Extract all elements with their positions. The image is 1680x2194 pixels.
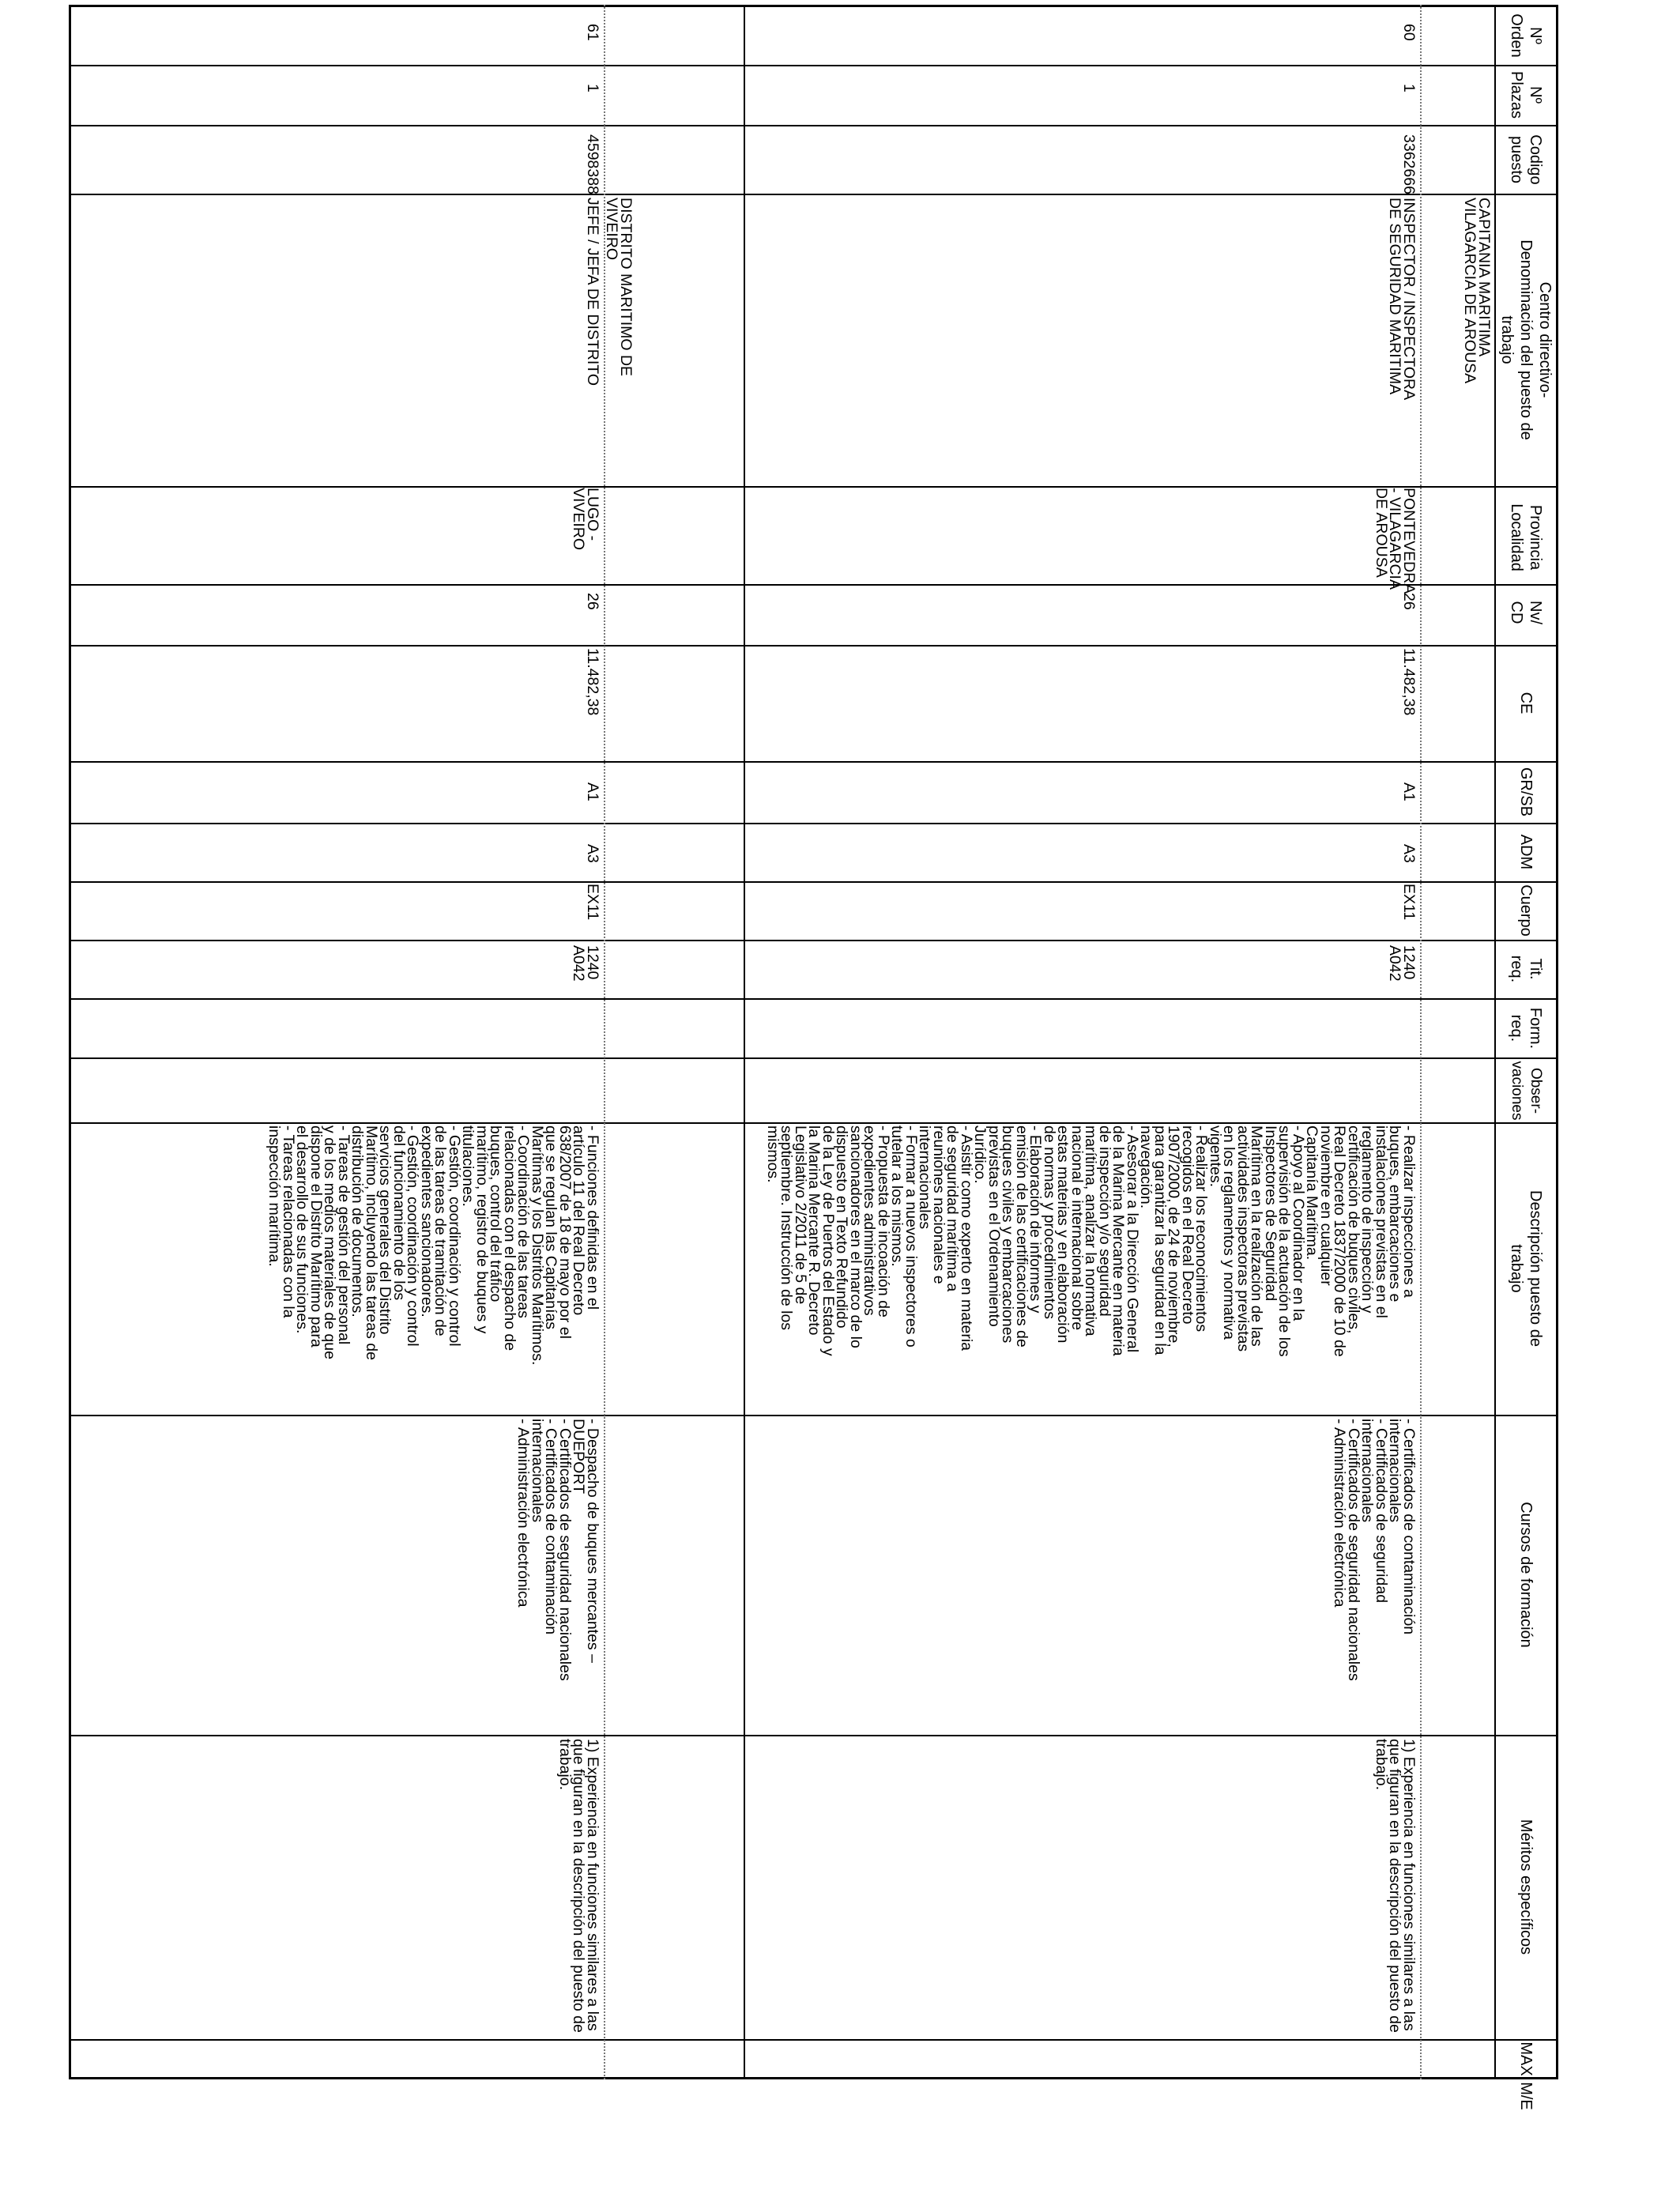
column-divider (69, 194, 1558, 195)
column-divider (69, 998, 1558, 1000)
header-cursos: Cursos de formación (1517, 1502, 1535, 1648)
header-me: M/E (1517, 2082, 1535, 2110)
header-rule (1494, 5, 1496, 2079)
cell-adm: A3 (1400, 844, 1418, 863)
cell-tit: 1240 A042 (1386, 945, 1418, 982)
cell-denominacion: JEFE / JEFA DE DISTRITO (584, 198, 601, 386)
column-divider (69, 65, 1558, 66)
header-codigo: Codigo puesto (1508, 134, 1544, 185)
cell-nivel: 26 (584, 593, 601, 610)
cell-meritos: 1) Experiencia en funciones similares a las que figuran en la descripción del puesto de trabajo. (556, 1739, 601, 2033)
column-divider (69, 761, 1558, 763)
cell-tit: 1240 A042 (570, 945, 601, 982)
cell-denominacion: INSPECTOR / INSPECTORA DE SEGURIDAD MARITIMA (1386, 198, 1418, 401)
cell-codigo: 3362666 (1400, 134, 1418, 194)
column-divider (69, 2039, 1558, 2041)
cell-cuerpo: EX11 (584, 884, 601, 921)
header-centro: Centro directivo-Denominación del puesto de trabajo (1498, 239, 1554, 440)
cell-meritos: 1) Experiencia en funciones similares a las que figuran en la descripción del puesto de trabajo. (1373, 1739, 1418, 2033)
column-divider (69, 584, 1558, 586)
cell-ce: 11.482,38 (1400, 648, 1418, 716)
column-divider (69, 881, 1558, 883)
header-obs: Obser-vaciones (1509, 1061, 1544, 1121)
cell-grsb: A1 (584, 782, 601, 801)
column-divider (69, 1735, 1558, 1736)
header-nivel: Nv/ CD (1508, 601, 1544, 624)
cell-nivel: 26 (1400, 593, 1418, 610)
cell-descripcion: - Realizar inspecciones a buques, embarcaciones e instalaciones previstas en el reglamento de inspección y certificación de buques civiles, Real Decreto 1837/2000 de 10 de noviembre en cualquier Capitanía Marítima. - Apoyo al Coordinador en la supervisión de la actuación de los Inspectores de Seguridad Marítima en la realización de las actividades inspectoras previstas en los reglamentos y normativa vigentes. - Realizar los reconocimientos recogidos en el Real Decreto 1907/2000, de 24 de noviembre, para garantizar la seguridad en la navegación. - Asesorar a la Dirección General de la Marina Mercante en materia de inspección y/o seguridad marítima, analizar la normativa nacional e internacional sobre estas materias y en elaboración de normas y procedimientos - Elaboración de informes y emisión de las certificaciones de buques civiles y embarcaciones previstas en el Ordenamiento Jurídico. - Asistir como experto en materia de seguridad marítima a reuniones nacionales e internacionales - Formar a nuevos inspectores o tutelar a los mismos. - Propuesta de incoación de expedientes administrativos sancionadores en el marco de lo dispuesto en Texto Refundido de la Ley de Puertos del Estado y la Marina Mercante R. Decreto Legislativo 2/2011 de 5 de septiembre. Instrucción de los mismos. (764, 1125, 1418, 1357)
cell-plazas: 1 (1400, 84, 1418, 92)
column-divider (69, 940, 1558, 941)
cell-plazas: 1 (584, 84, 601, 92)
header-tit: Tit. req. (1508, 955, 1544, 983)
column-divider (69, 1122, 1558, 1124)
header-provincia: Provincia Localidad (1508, 503, 1544, 571)
header-cuerpo: Cuerpo (1517, 884, 1535, 937)
header-adm: ADM (1517, 834, 1535, 870)
cell-grsb: A1 (1400, 782, 1418, 801)
cell-codigo: 4598388 (584, 134, 601, 194)
cell-cursos: - Certificados de contaminación internacionales - Certificados de seguridad internacionales - Certificados de seguridad nacionales - Administración electrónica (1331, 1419, 1418, 1681)
header-orden: Nº Orden (1508, 13, 1544, 58)
column-divider (69, 1057, 1558, 1059)
column-divider (69, 125, 1558, 126)
column-divider (69, 645, 1558, 647)
cell-descripcion: - Funciones definidas en el artículo 11 del Real Decreto 638/2007 de 18 de mayo por el que se regulan las Capitanías Marítimas y los Distritos Marítimos. - Coordinación de las tareas relacionadas con el despacho de buques, control del tráfico marítimo, registro de buques y titulaciones. - Gestión, coordinación y control de las tareas de tramitación de expedientes sancionadores. - Gestión, coordinación y control del funcionamiento de los servicios generales del Distrito Marítimo, incluyendo las tareas de distribución de documentos. - Tareas de gestión del personal y de los medios materiales de que dispone el Distrito Marítimo para el desarrollo de sus funciones. - Tareas relacionadas con la inspección marítima. (266, 1125, 601, 1366)
column-divider (69, 1415, 1558, 1416)
cell-provincia: PONTEVEDRA - VILAGARCIA DE AROUSA (1373, 488, 1418, 594)
row-rule (744, 5, 745, 2079)
header-form: Form. req. (1508, 1007, 1544, 1050)
header-plazas: Nº Plazas (1508, 70, 1544, 119)
column-divider (69, 486, 1558, 488)
header-meritos: Méritos específicos (1517, 1819, 1535, 1955)
table-frame (69, 5, 1558, 2079)
cell-ce: 11.482,38 (584, 648, 601, 716)
centro-directivo-header: DISTRITO MARITIMO DE VIVEIRO (603, 198, 635, 377)
cell-orden: 61 (584, 24, 601, 41)
cell-orden: 60 (1400, 24, 1418, 41)
header-max: MAX (1517, 2041, 1535, 2076)
header-descripcion: Descripción puesto de trabajo (1508, 1190, 1544, 1347)
cell-provincia: LUGO - VIVEIRO (570, 488, 601, 551)
row-dotted-rule (1420, 5, 1422, 2079)
cell-cursos: - Despacho de buques mercantes – DUEPORT - Certificados de seguridad nacionales - Certificados de contaminación internacionales - Administración electrónica (514, 1419, 601, 1681)
cell-adm: A3 (584, 844, 601, 863)
header-grsb: GR/SB (1517, 767, 1535, 817)
column-divider (69, 823, 1558, 824)
centro-directivo-header: CAPITANIA MARITIMA VILAGARCIA DE AROUSA (1461, 198, 1493, 384)
header-ce: CE (1517, 692, 1535, 714)
cell-cuerpo: EX11 (1400, 884, 1418, 921)
